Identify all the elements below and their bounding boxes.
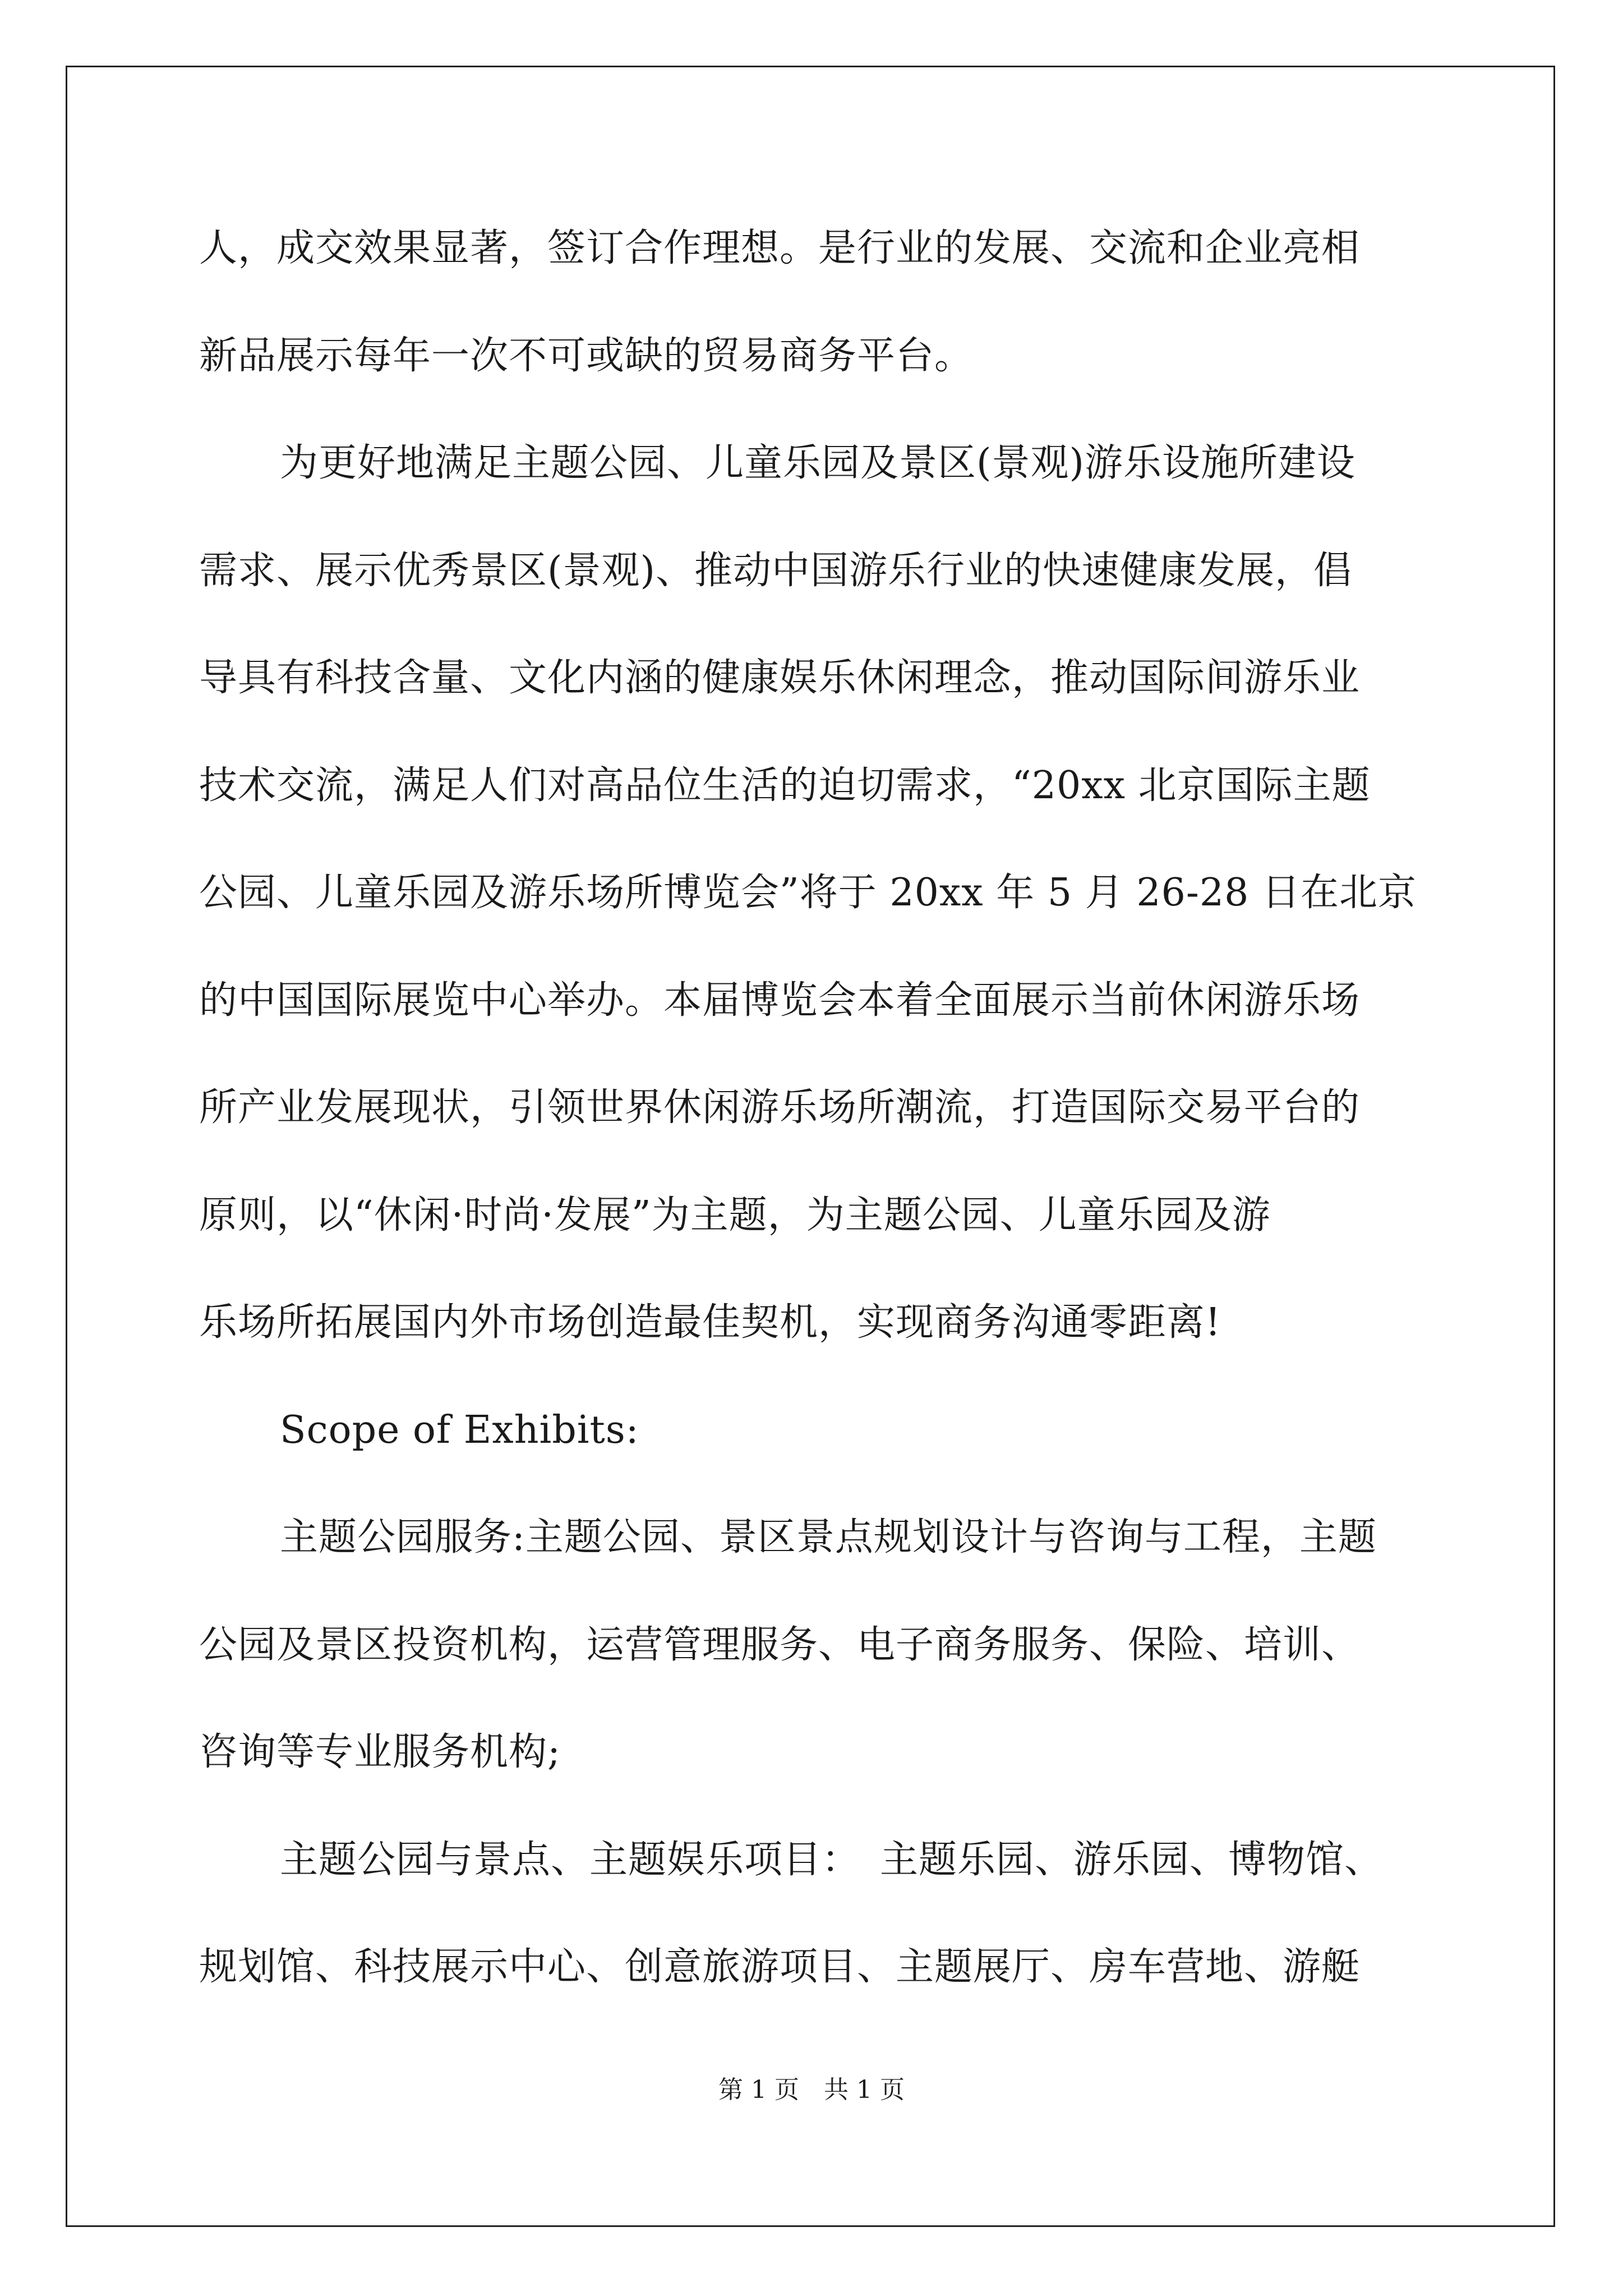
paragraph-line: 新品展示每年一次不可或缺的贸易商务平台。 [199, 333, 974, 378]
section-heading: Scope of Exhibits: [280, 1407, 639, 1452]
document-body [199, 211, 1467, 2037]
paragraph-line: 为更好地满足主题公园、儿童乐园及景区(景观)游乐设施所建设 [280, 441, 1356, 485]
paragraph-line: 技术交流，满足人们对高品位生活的迫切需求，“20xx 北京国际主题 [199, 763, 1371, 808]
paragraph-line: 的中国国际展览中心举办。本届博览会本着全面展示当前休闲游乐场 [199, 978, 1361, 1023]
paragraph-line: 需求、展示优秀景区(景观)、推动中国游乐行业的快速健康发展，倡 [199, 548, 1353, 593]
paragraph-line: 所产业发展现状，引领世界休闲游乐场所潮流，打造国际交易平台的 [199, 1085, 1361, 1130]
paragraph-line: 人，成交效果显著，签订合作理想。是行业的发展、交流和企业亮相 [199, 226, 1361, 270]
paragraph-line: 乐场所拓展国内外市场创造最佳契机，实现商务沟通零距离! [199, 1300, 1221, 1345]
paragraph-line: 主题公园服务:主题公园、景区景点规划设计与咨询与工程，主题 [280, 1515, 1377, 1559]
paragraph-line: 原则，以“休闲·时尚·发展”为主题，为主题公园、儿童乐园及游 [199, 1193, 1271, 1237]
paragraph-line: 主题公园与景点、主题娱乐项目： 主题乐园、游乐园、博物馆、 [280, 1837, 1384, 1882]
paragraph-line: 规划馆、科技展示中心、创意旅游项目、主题展厅、房车营地、游艇 [199, 1945, 1361, 1989]
paragraph-line: 导具有科技含量、文化内涵的健康娱乐休闲理念，推动国际间游乐业 [199, 656, 1361, 700]
paragraph-line: 公园及景区投资机构，运营管理服务、电子商务服务、保险、培训、 [199, 1622, 1361, 1667]
page-number-footer: 第 1 页 共 1 页 [718, 2076, 905, 2104]
paragraph-line: 公园、儿童乐园及游乐场所博览会”将于 20xx 年 5 月 26-28 日在北京 [199, 871, 1417, 915]
paragraph-line: 咨询等专业服务机构; [199, 1730, 561, 1774]
